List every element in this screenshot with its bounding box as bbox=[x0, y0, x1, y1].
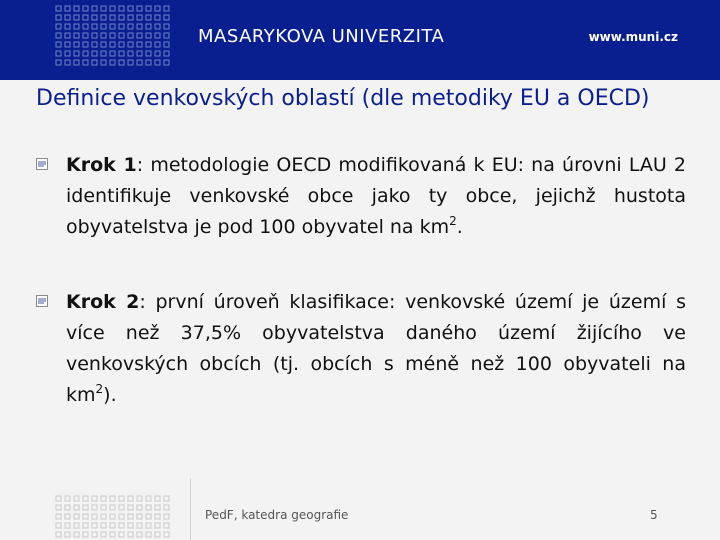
logo-dot bbox=[128, 496, 133, 501]
logo-dot bbox=[83, 523, 88, 528]
logo-dot bbox=[65, 60, 70, 65]
logo-dot bbox=[101, 15, 106, 20]
logo-dot bbox=[164, 51, 169, 56]
bullet-bold-label: Krok 2 bbox=[66, 291, 140, 313]
logo-dot bbox=[119, 514, 124, 519]
logo-dot bbox=[83, 505, 88, 510]
logo-dot bbox=[164, 505, 169, 510]
logo-dot bbox=[56, 496, 61, 501]
logo-dot bbox=[155, 496, 160, 501]
logo-dot bbox=[74, 42, 79, 47]
logo-dot bbox=[92, 6, 97, 11]
logo-dot bbox=[155, 6, 160, 11]
logo-dot bbox=[137, 33, 142, 38]
logo-dot bbox=[164, 496, 169, 501]
logo-dot bbox=[110, 60, 115, 65]
logo-dot bbox=[56, 60, 61, 65]
superscript: 2 bbox=[449, 214, 457, 228]
logo-dot bbox=[65, 33, 70, 38]
logo-dot bbox=[92, 523, 97, 528]
page-number: 5 bbox=[650, 508, 658, 522]
bullet-body: : první úroveň klasifikace: venkovské území je území s více než 37,5% obyvatelstva daného území žijícího ve venkovských obcích (tj. obcích s méně než 100 obyvateli na km bbox=[66, 291, 686, 406]
logo-dot bbox=[137, 51, 142, 56]
footer-divider bbox=[190, 478, 191, 540]
logo-dot bbox=[74, 60, 79, 65]
logo-dot bbox=[65, 505, 70, 510]
logo-dot bbox=[119, 51, 124, 56]
logo-dot bbox=[146, 60, 151, 65]
header-bar bbox=[0, 0, 720, 80]
logo-dot bbox=[83, 24, 88, 29]
bullet-item bbox=[36, 287, 686, 411]
logo-dot bbox=[92, 51, 97, 56]
bullet-item bbox=[36, 150, 686, 243]
logo-dot bbox=[110, 6, 115, 11]
bullet-tail: . bbox=[456, 216, 463, 238]
logo-dot bbox=[128, 523, 133, 528]
logo-dot bbox=[92, 532, 97, 537]
logo-dot bbox=[65, 523, 70, 528]
logo-dot bbox=[65, 532, 70, 537]
logo-dot bbox=[83, 514, 88, 519]
bullet-text bbox=[66, 150, 686, 243]
logo-dot bbox=[137, 60, 142, 65]
logo-dot bbox=[146, 6, 151, 11]
logo-dot bbox=[110, 514, 115, 519]
bullet-body: : metodologie OECD modifikovaná k EU: na úrovni LAU 2 identifikuje venkovské obce jako ty obce, jejichž hustota obyvatelstva je pod 100 obyvatel na km bbox=[66, 154, 686, 238]
logo-dot bbox=[155, 15, 160, 20]
bullet-arrow-icon bbox=[36, 158, 48, 170]
logo-dot bbox=[74, 6, 79, 11]
logo-dot bbox=[110, 42, 115, 47]
logo-dot bbox=[137, 496, 142, 501]
logo-dot bbox=[101, 514, 106, 519]
logo-dot bbox=[110, 496, 115, 501]
logo-dot bbox=[146, 15, 151, 20]
logo-dot bbox=[146, 33, 151, 38]
logo-dot bbox=[164, 15, 169, 20]
logo-dot bbox=[137, 42, 142, 47]
logo-dot bbox=[92, 33, 97, 38]
logo-dot bbox=[65, 496, 70, 501]
logo-dot bbox=[83, 33, 88, 38]
logo-dot bbox=[128, 60, 133, 65]
logo-dot bbox=[128, 505, 133, 510]
logo-dot bbox=[110, 505, 115, 510]
logo-dot bbox=[155, 42, 160, 47]
logo-dot bbox=[83, 51, 88, 56]
logo-dot bbox=[128, 6, 133, 11]
logo-dot bbox=[128, 532, 133, 537]
logo-dot bbox=[119, 24, 124, 29]
logo-dot bbox=[101, 532, 106, 537]
logo-dot bbox=[146, 523, 151, 528]
logo-dot bbox=[101, 24, 106, 29]
logo-dot bbox=[56, 532, 61, 537]
logo-dot bbox=[128, 15, 133, 20]
logo-dot bbox=[56, 514, 61, 519]
logo-dot bbox=[56, 33, 61, 38]
logo-dot bbox=[56, 51, 61, 56]
logo-dot bbox=[119, 42, 124, 47]
logo-dot bbox=[65, 6, 70, 11]
logo-dot bbox=[110, 523, 115, 528]
logo-dot bbox=[74, 505, 79, 510]
logo-dot bbox=[155, 33, 160, 38]
logo-dot bbox=[137, 532, 142, 537]
logo-dot bbox=[92, 505, 97, 510]
logo-dot bbox=[101, 42, 106, 47]
logo-dot bbox=[74, 24, 79, 29]
logo-dot bbox=[74, 514, 79, 519]
logo-dot bbox=[146, 24, 151, 29]
footer-text: PedF, katedra geografie bbox=[205, 508, 349, 522]
logo-dot bbox=[164, 532, 169, 537]
logo-dot bbox=[83, 42, 88, 47]
logo-dot bbox=[155, 514, 160, 519]
logo-dot bbox=[146, 532, 151, 537]
logo-dot bbox=[164, 60, 169, 65]
logo-dot bbox=[128, 24, 133, 29]
logo-dot bbox=[137, 6, 142, 11]
logo-dot bbox=[155, 505, 160, 510]
logo-dot bbox=[56, 15, 61, 20]
logo-dot bbox=[119, 532, 124, 537]
logo-dot bbox=[65, 24, 70, 29]
bullet-text bbox=[66, 287, 686, 411]
logo-dot bbox=[119, 496, 124, 501]
logo-dot bbox=[119, 15, 124, 20]
bullet-tail: ). bbox=[103, 384, 117, 406]
logo-dot bbox=[74, 15, 79, 20]
logo-dot bbox=[146, 51, 151, 56]
slide-title: Definice venkovských oblastí (dle metodiky EU a OECD) bbox=[36, 86, 650, 111]
logo-dot bbox=[83, 6, 88, 11]
bullet-list bbox=[36, 150, 686, 455]
logo-dot bbox=[137, 15, 142, 20]
logo-dot bbox=[101, 6, 106, 11]
logo-dot bbox=[110, 24, 115, 29]
logo-dot bbox=[56, 42, 61, 47]
logo-dot bbox=[146, 505, 151, 510]
bullet-arrow-icon bbox=[36, 295, 48, 307]
logo-dot bbox=[92, 514, 97, 519]
logo-dot bbox=[137, 514, 142, 519]
logo-dot bbox=[128, 42, 133, 47]
logo-dot bbox=[83, 15, 88, 20]
logo-dot bbox=[128, 514, 133, 519]
logo-dot bbox=[83, 532, 88, 537]
logo-dot bbox=[119, 33, 124, 38]
logo-dot bbox=[83, 60, 88, 65]
logo-dot bbox=[155, 60, 160, 65]
logo-dot bbox=[74, 523, 79, 528]
university-logo-dots-icon bbox=[54, 4, 172, 80]
logo-dot bbox=[101, 496, 106, 501]
logo-dot bbox=[128, 33, 133, 38]
logo-dot bbox=[110, 532, 115, 537]
logo-dot bbox=[74, 496, 79, 501]
website-url[interactable]: www.muni.cz bbox=[588, 30, 678, 44]
bullet-bold-label: Krok 1 bbox=[66, 154, 137, 176]
logo-dot bbox=[146, 514, 151, 519]
logo-dot bbox=[56, 24, 61, 29]
logo-dot bbox=[146, 42, 151, 47]
logo-dot bbox=[74, 33, 79, 38]
logo-dot bbox=[74, 532, 79, 537]
logo-dot bbox=[137, 24, 142, 29]
logo-dot bbox=[164, 6, 169, 11]
logo-dot bbox=[56, 523, 61, 528]
logo-dot bbox=[119, 6, 124, 11]
logo-dot bbox=[92, 60, 97, 65]
university-name: MASARYKOVA UNIVERZITA bbox=[198, 26, 445, 47]
logo-dot bbox=[56, 6, 61, 11]
logo-dot bbox=[74, 51, 79, 56]
logo-dot bbox=[137, 523, 142, 528]
logo-dot bbox=[92, 15, 97, 20]
logo-dot bbox=[155, 51, 160, 56]
logo-dot bbox=[101, 523, 106, 528]
logo-dot bbox=[155, 24, 160, 29]
logo-dot bbox=[137, 505, 142, 510]
logo-dot bbox=[101, 51, 106, 56]
logo-dot bbox=[164, 514, 169, 519]
logo-dot bbox=[164, 33, 169, 38]
logo-dot bbox=[101, 505, 106, 510]
logo-dot bbox=[56, 505, 61, 510]
logo-dot bbox=[65, 51, 70, 56]
logo-dot bbox=[164, 24, 169, 29]
logo-dot bbox=[119, 60, 124, 65]
logo-dot bbox=[65, 514, 70, 519]
logo-dot bbox=[92, 42, 97, 47]
logo-dot bbox=[155, 532, 160, 537]
logo-dot bbox=[155, 523, 160, 528]
logo-dot bbox=[83, 496, 88, 501]
logo-dot bbox=[119, 523, 124, 528]
logo-dot bbox=[92, 496, 97, 501]
logo-dot bbox=[101, 60, 106, 65]
logo-dot bbox=[146, 496, 151, 501]
logo-dot bbox=[65, 15, 70, 20]
logo-dot bbox=[110, 15, 115, 20]
superscript: 2 bbox=[95, 382, 104, 396]
logo-dot bbox=[65, 42, 70, 47]
logo-dot bbox=[110, 51, 115, 56]
logo-dot bbox=[164, 523, 169, 528]
logo-dot bbox=[101, 33, 106, 38]
logo-dot bbox=[164, 42, 169, 47]
footer-logo-dots-icon bbox=[54, 494, 172, 538]
logo-dot bbox=[128, 51, 133, 56]
logo-dot bbox=[92, 24, 97, 29]
logo-dot bbox=[110, 33, 115, 38]
logo-dot bbox=[119, 505, 124, 510]
